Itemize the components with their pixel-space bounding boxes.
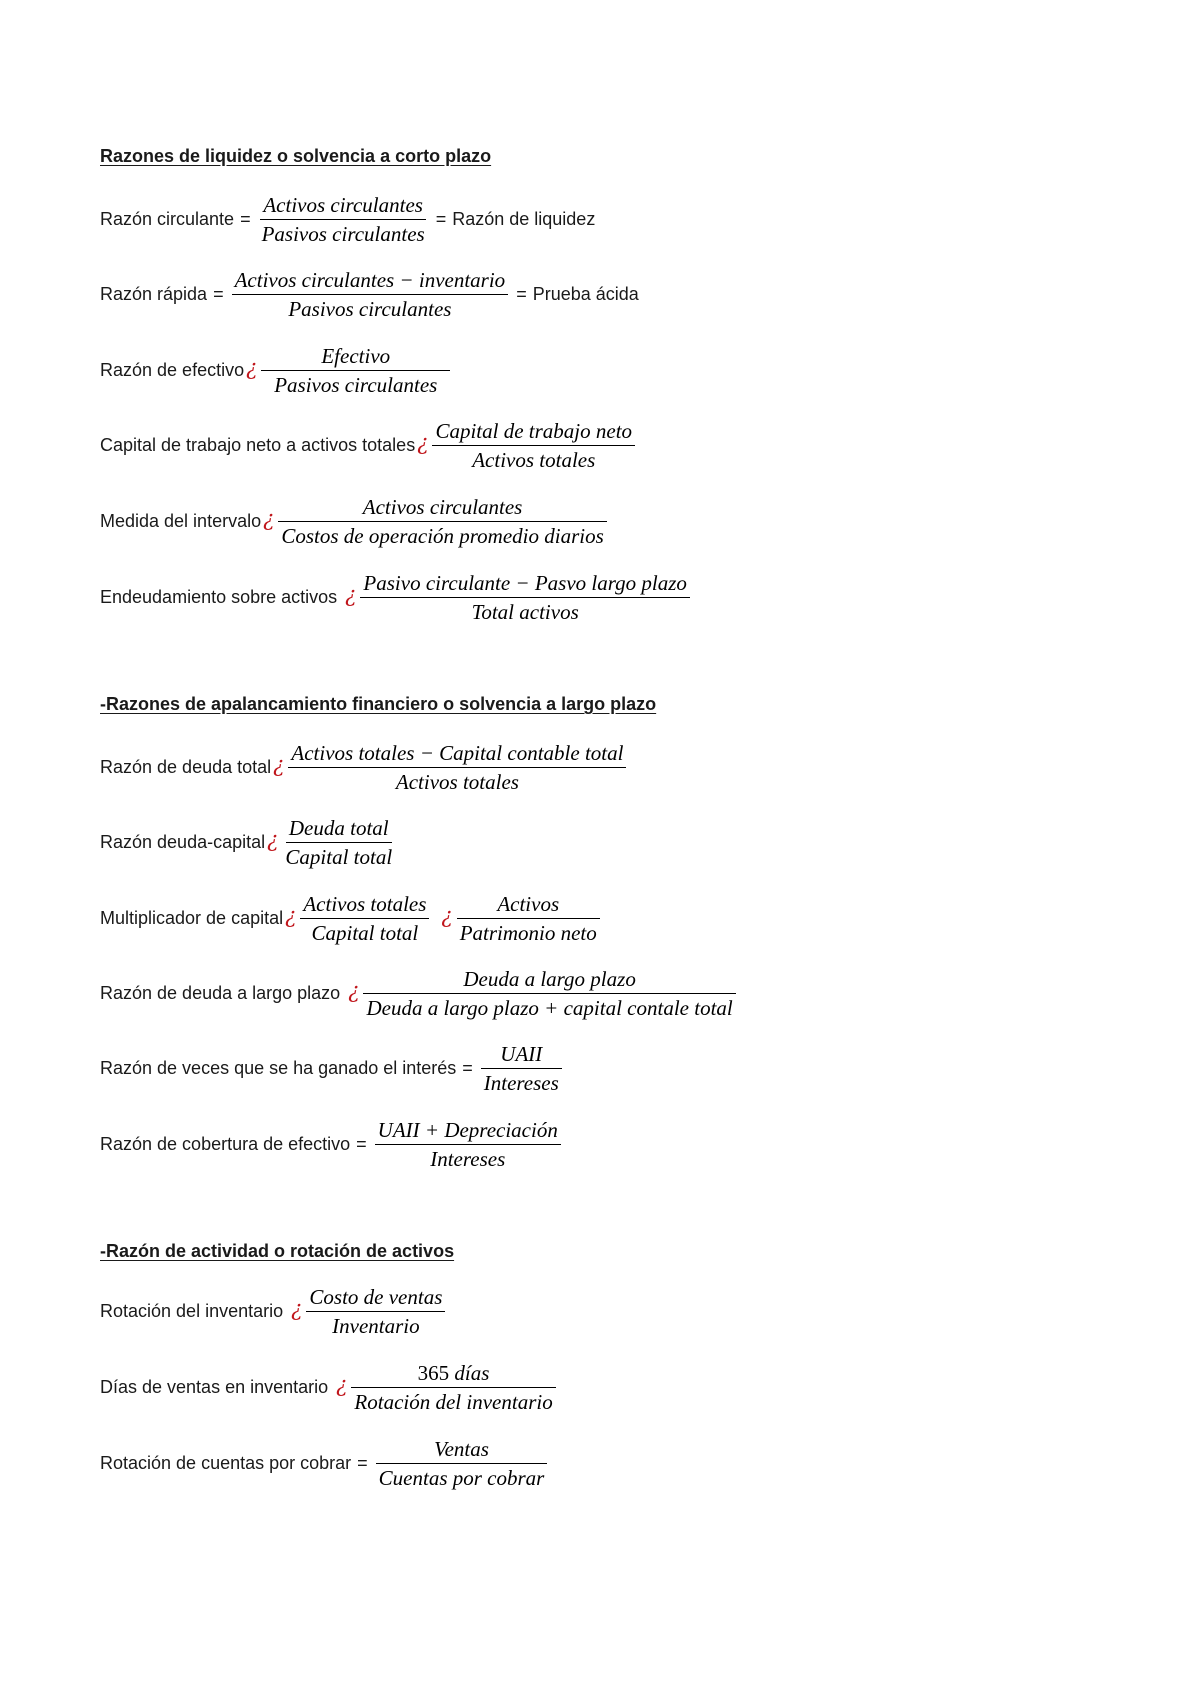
formula-label: Rotación del inventario [100, 1300, 284, 1321]
formula-razon-efectivo [100, 338, 452, 402]
denominator: Activos totales [395, 769, 519, 794]
formula-rotacion-cuentas-cobrar [100, 1431, 549, 1495]
inverted-question-mark-icon: ¿ [273, 753, 285, 777]
denominator: Cuentas por cobrar [378, 1465, 545, 1490]
fraction [363, 965, 735, 1022]
formula-label: Razón de cobertura de efectivo [100, 1133, 351, 1154]
denominator: Intereses [430, 1146, 506, 1171]
inverted-question-mark-icon: ¿ [348, 979, 360, 1003]
denominator: Costos de operación promedio diarios [281, 523, 604, 548]
fraction [259, 191, 428, 248]
formula-label: Razón de efectivo [100, 359, 245, 380]
formula-cobertura-efectivo [100, 1112, 563, 1176]
numerator-value: 365 [417, 1360, 450, 1385]
numerator: Costo de ventas [306, 1283, 445, 1312]
numerator: Activos [457, 890, 600, 919]
formula-label: Razón de veces que se ha ganado el interés [100, 1057, 457, 1078]
section-heading-actividad: -Razón de actividad o rotación de activos [100, 1241, 455, 1261]
numerator [351, 1359, 555, 1388]
formula-label: Medida del intervalo [100, 510, 262, 531]
fraction [376, 1435, 548, 1492]
formula-endeudamiento-activos [100, 565, 692, 629]
inverted-question-mark-icon: ¿ [263, 507, 275, 531]
inverted-question-mark-icon: ¿ [246, 356, 258, 380]
formula-label: Días de ventas en inventario [100, 1376, 329, 1397]
denominator: Capital total [311, 920, 419, 945]
inverted-question-mark-icon: ¿ [285, 904, 297, 928]
numerator: Deuda total [286, 814, 392, 843]
formula-razon-deuda-total [100, 735, 628, 799]
numerator: UAII [481, 1040, 562, 1069]
formula-razon-circulante [100, 187, 595, 251]
numerator: Activos totales [300, 890, 429, 919]
fraction [282, 814, 395, 871]
formula-label: Multiplicador de capital [100, 907, 284, 928]
equals-sign: = [356, 1133, 367, 1154]
formula-capital-trabajo-neto [100, 413, 637, 477]
formula-label: Endeudamiento sobre activos [100, 586, 338, 607]
denominator: Patrimonio neto [459, 920, 597, 945]
formula-rotacion-inventario [100, 1279, 447, 1343]
numerator: Capital de trabajo neto [432, 417, 635, 446]
equals-sign: = [213, 283, 224, 304]
equals-sign: = [516, 283, 527, 304]
numerator: Ventas [376, 1435, 548, 1464]
inverted-question-mark-icon: ¿ [441, 904, 453, 928]
formula-alias: Razón de liquidez [452, 208, 596, 229]
inverted-question-mark-icon: ¿ [267, 828, 279, 852]
numerator: Activos circulantes − inventario [232, 266, 509, 295]
numerator: Deuda a largo plazo [363, 965, 735, 994]
formula-medida-intervalo [100, 489, 609, 553]
numerator: Activos totales − Capital contable total [288, 739, 626, 768]
denominator: Rotación del inventario [354, 1389, 553, 1414]
section-heading-liquidez: Razones de liquidez o solvencia a corto plazo [100, 146, 492, 166]
formula-label: Razón circulante [100, 208, 235, 229]
denominator: Deuda a largo plazo + capital contale total [366, 995, 733, 1020]
formula-label: Razón de deuda total [100, 756, 272, 777]
numerator: Activos circulantes [278, 493, 606, 522]
inverted-question-mark-icon: ¿ [417, 431, 429, 455]
fraction [288, 739, 626, 796]
inverted-question-mark-icon: ¿ [345, 583, 357, 607]
denominator: Pasivos circulantes [274, 372, 438, 397]
equals-sign: = [435, 208, 447, 229]
denominator: Activos totales [472, 447, 596, 472]
formula-label: Razón deuda-capital [100, 831, 266, 852]
numerator: Pasivo circulante − Pasvo largo plazo [360, 569, 690, 598]
fraction [360, 569, 690, 626]
formula-label: Capital de trabajo neto a activos totales [100, 434, 416, 455]
formula-razon-deuda-capital [100, 810, 397, 874]
equals-sign: = [357, 1452, 368, 1473]
equals-sign: = [240, 208, 251, 229]
fraction [375, 1116, 561, 1173]
denominator: Pasivos circulantes [288, 296, 452, 321]
numerator-unit: días [454, 1360, 490, 1385]
formula-veces-ganado-interes [100, 1036, 564, 1100]
formula-multiplicador-capital [100, 886, 602, 950]
denominator: Total activos [471, 599, 579, 624]
formula-dias-ventas-inventario [100, 1355, 558, 1419]
fraction [351, 1359, 555, 1416]
section-heading-apalancamiento: -Razones de apalancamiento financiero o solvencia a largo plazo [100, 694, 657, 714]
fraction [306, 1283, 445, 1340]
denominator: Inventario [332, 1313, 420, 1338]
formula-alias: Prueba ácida [532, 283, 639, 304]
formula-label: Rotación de cuentas por cobrar [100, 1452, 352, 1473]
formula-razon-rapida [100, 262, 639, 326]
fraction [300, 890, 429, 947]
fraction [432, 417, 635, 474]
denominator: Intereses [483, 1070, 559, 1095]
formula-label: Razón de deuda a largo plazo [100, 982, 341, 1003]
formula-razon-deuda-largo-plazo [100, 961, 738, 1025]
formula-label: Razón rápida [100, 283, 208, 304]
inverted-question-mark-icon: ¿ [336, 1373, 348, 1397]
fraction [232, 266, 509, 323]
numerator: Activos circulantes [260, 191, 426, 220]
denominator: Capital total [285, 844, 393, 869]
denominator: Pasivos circulantes [261, 221, 425, 246]
inverted-question-mark-icon: ¿ [291, 1297, 303, 1321]
equals-sign: = [462, 1057, 473, 1078]
fraction [481, 1040, 562, 1097]
fraction [261, 342, 450, 399]
fraction [457, 890, 600, 947]
numerator: Efectivo [261, 342, 450, 371]
fraction [278, 493, 606, 550]
numerator: UAII + Depreciación [375, 1116, 561, 1145]
